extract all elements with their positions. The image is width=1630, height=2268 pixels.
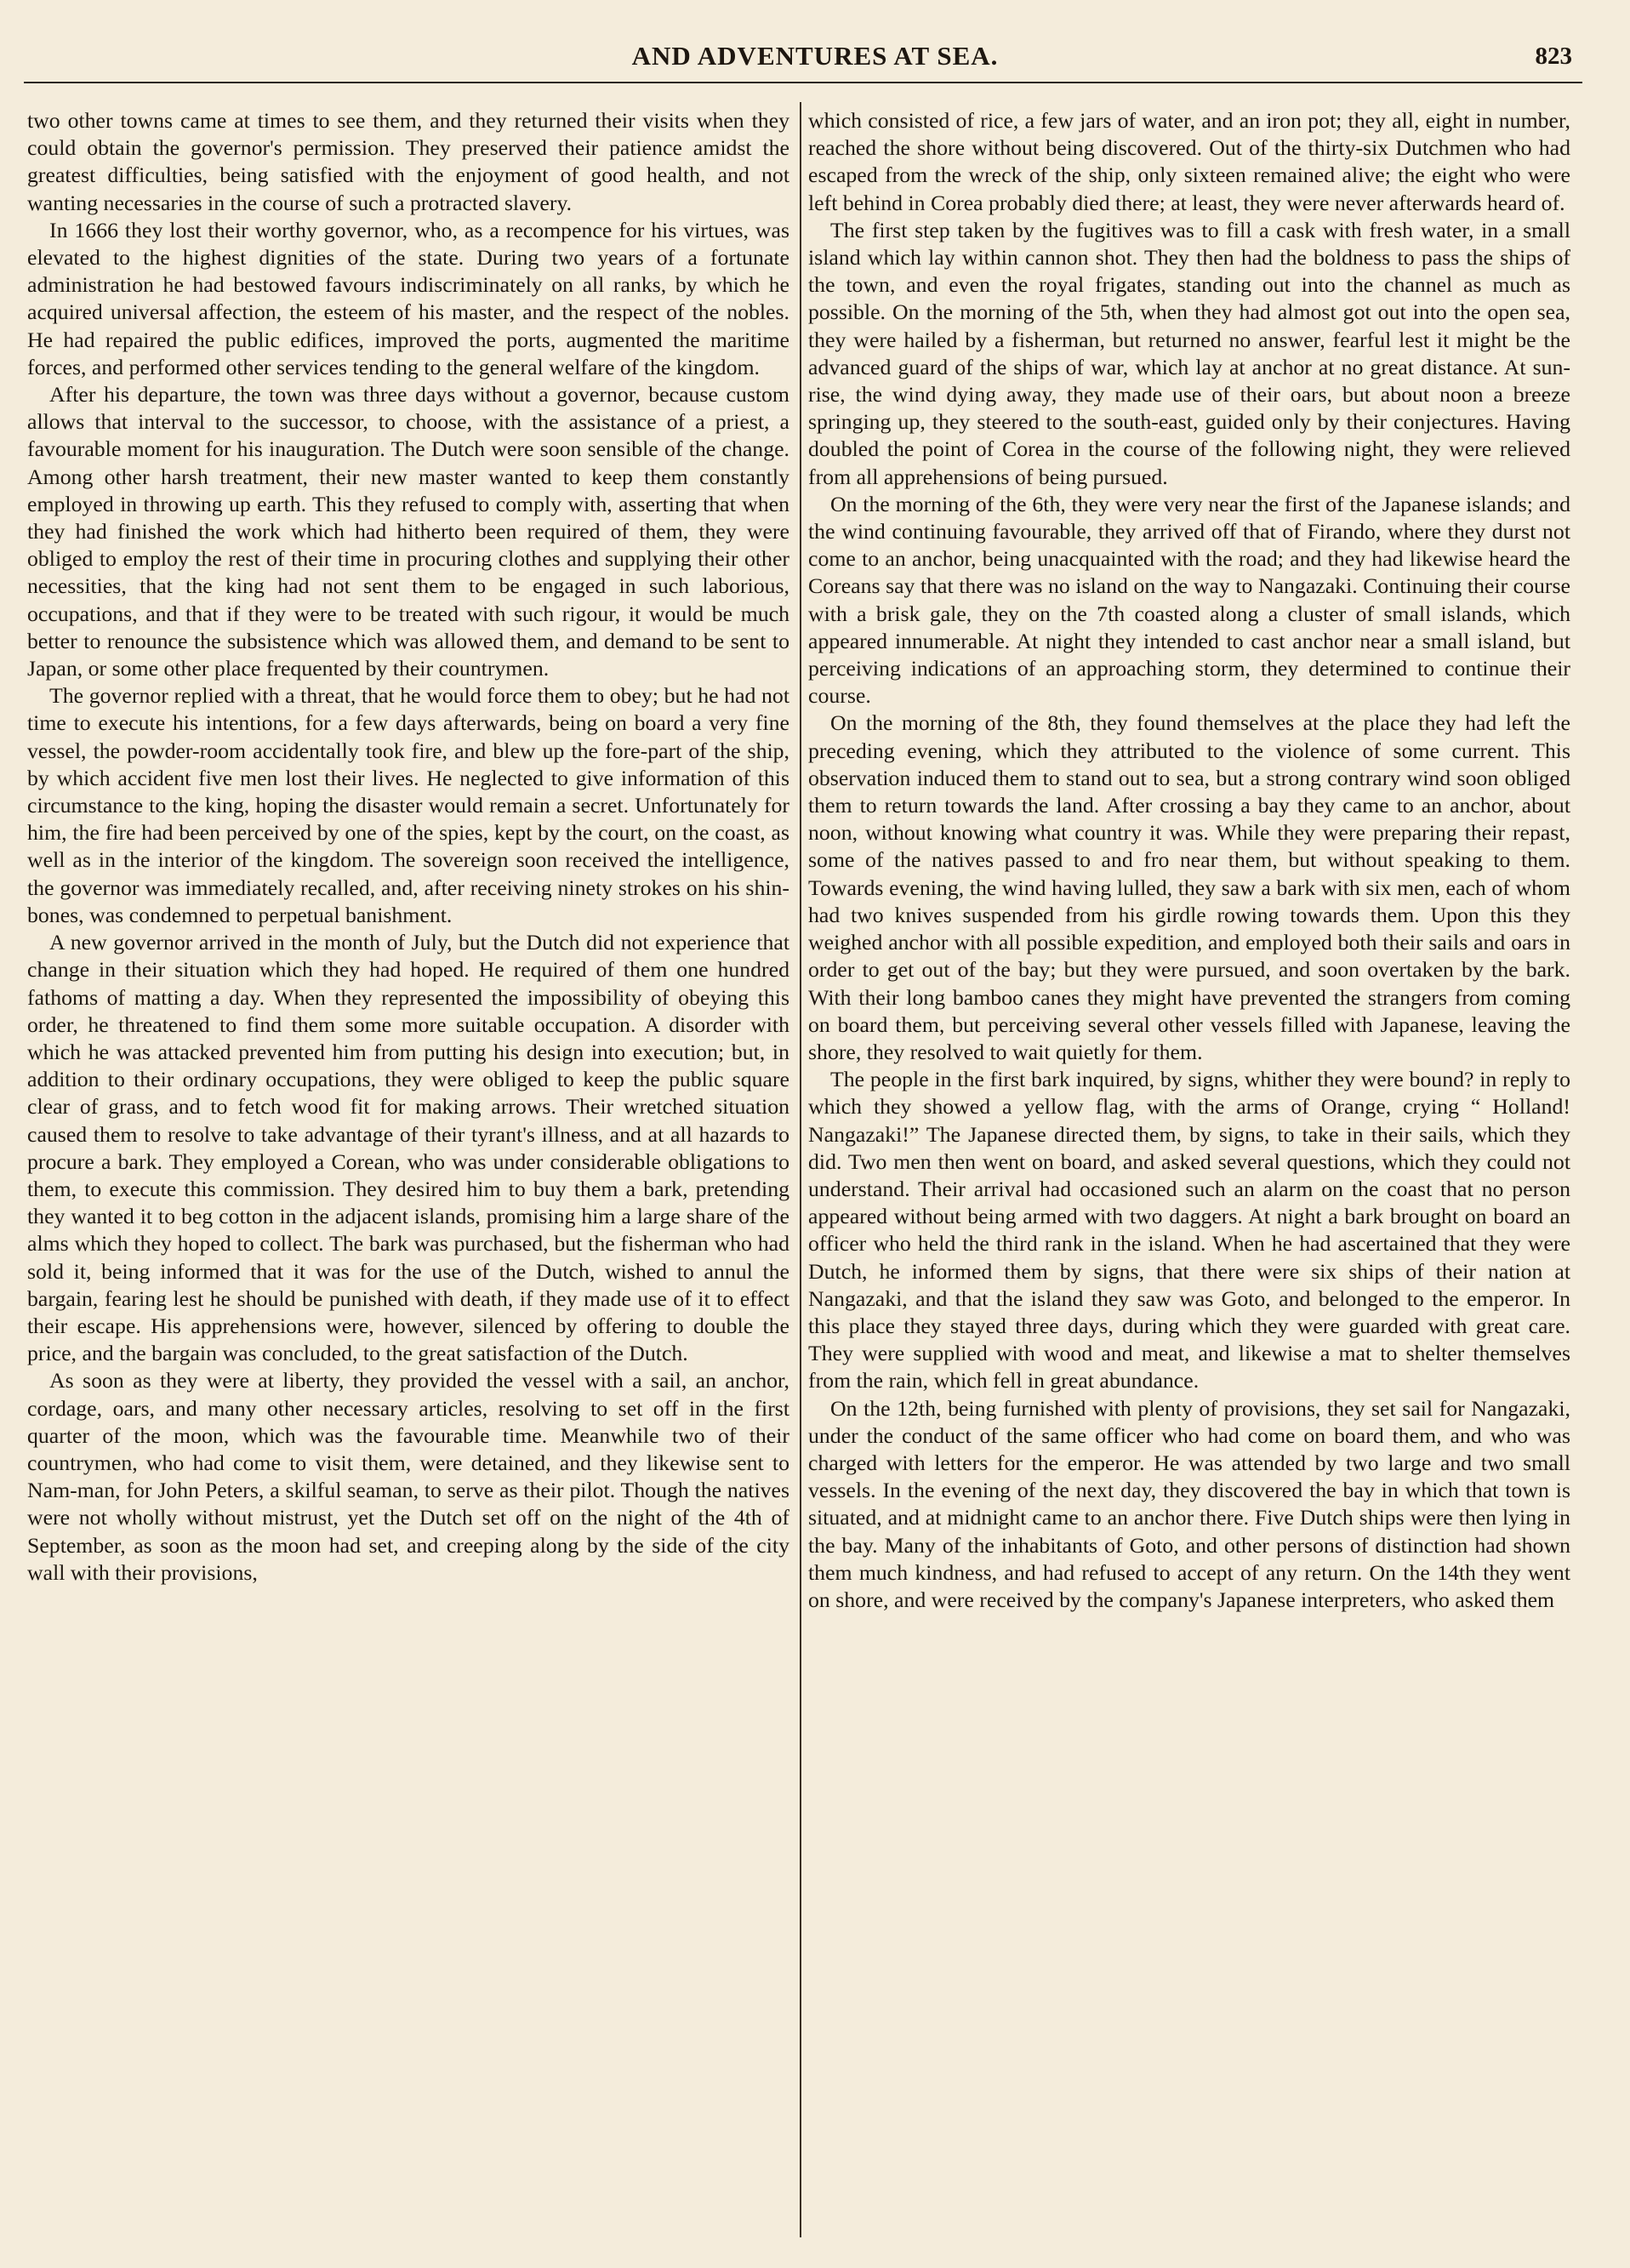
paragraph: On the morning of the 6th, they were very near the first of the Japanese islands; and the wind continuing favourable, they arrived off that of Firando, where they durst not come to an anchor, being unacquainted with the road; and they had likewise heard the Coreans say that there was no island on the way to Nangazaki. Continuing their course with a brisk gale, they on the 7th coasted along a cluster of small islands, which appeared innumerable. At night they intended to cast anchor near a small island, but perceiving indications of an approaching storm, they determined to continue their course.	[808, 491, 1570, 709]
paragraph: two other towns came at times to see them, and they returned their visits when they could obtain the governor's permission. They preserved their patience amidst the greatest difficulties, being satisfied with the enjoyment of good health, and not wanting necessaries in the course of such a protracted slavery.	[27, 108, 789, 215]
paragraph: On the morning of the 8th, they found themselves at the place they had left the preceding evening, which they attributed to the violence of some current. This observation induced them to stand out to sea, but a strong contrary wind soon obliged them to return towards the land. After crossing a bay they came to an anchor, about noon, without knowing what country it was. While they were preparing their repast, some of the natives passed to and fro near them, but without speaking to them. Towards evening, the wind having lulled, they saw a bark with six men, each of whom had two knives suspended from his girdle rowing towards them. Upon this they weighed anchor with all possible expedition, and employed both their sails and oars in order to get out of the bay; but they were pursued, and soon overtaken by the bark. With their long bamboo canes they might have prevented the strangers from coming on board them, but perceiving several other vessels filled with Japanese, leaving the shore, they resolved to wait quietly for them.	[808, 710, 1570, 1064]
running-header	[0, 41, 1630, 83]
paragraph: A new governor arrived in the month of July, but the Dutch did not experience that change in their situation which they had hoped. He required of them one hundred fathoms of matting a day. When they represented the impossibility of obeying this order, he threatened to find them some more suitable occupation. A disorder with which he was attacked prevented him from putting his design into execution; but, in addition to their ordinary occupations, they were obliged to keep the public square clear of grass, and to fetch wood fit for making arrows. Their wretched situation caused them to resolve to take advantage of their tyrant's illness, and at all hazards to procure a bark. They employed a Corean, who was under considerable obligations to them, to execute this commission. They desired him to buy them a bark, pretending they wanted it to beg cotton in the adjacent islands, promising him a large share of the alms which they hoped to collect. The bark was purchased, but the fisherman who had sold it, being informed that it was for the use of the Dutch, wished to annul the bargain, fearing lest he should be punished with death, if they made use of it to effect their escape. His apprehensions were, however, silenced by offering to double the price, and the bargain was concluded, to the great satisfaction of the Dutch.	[27, 930, 789, 1366]
header-rule	[24, 82, 1582, 83]
paragraph: The governor replied with a threat, that he would force them to obey; but he had not time to execute his intentions, for a few days afterwards, being on board a very fine vessel, the powder-room accidentally took fire, and blew up the fore-part of the ship, by which accident five men lost their lives. He neglected to give information of this circumstance to the king, hoping the disaster would remain a secret. Unfortunately for him, the fire had been perceived by one of the spies, kept by the court, on the coast, as well as in the interior of the kingdom. The sovereign soon received the intelligence, the governor was immediately recalled, and, after receiving ninety strokes on his shin-bones, was condemned to perpetual banishment.	[27, 683, 789, 927]
paragraph: The people in the first bark inquired, by signs, whither they were bound? in reply to which they showed a yellow flag, with the arms of Orange, crying “ Holland! Nangazaki!” The Japanese directed them, by signs, to take in their sails, which they did. Two men then went on board, and asked several questions, which they could not understand. Their arrival had occasioned such an alarm on the coast that no person appeared without being armed with two daggers. At night a bark brought on board an officer who held the third rank in the island. When he had ascertained that they were Dutch, he informed them by signs, that there were six ships of their nation at Nangazaki, and that the island they saw was Goto, and belonged to the emperor. In this place they stayed three days, during which they were guarded with great care. They were supplied with wood and meat, and likewise a mat to shelter themselves from the rain, which fell in great abundance.	[808, 1067, 1570, 1393]
paragraph: As soon as they were at liberty, they provided the vessel with a sail, an anchor, cordage, oars, and many other necessary articles, resolving to set off in the first quarter of the moon, which was the favourable time. Meanwhile two of their countrymen, who had come to visit them, were detained, and they likewise sent to Nam-man, for John Peters, a skilful seaman, to serve as their pilot. Though the natives were not wholly without mistrust, yet the Dutch set off on the night of the 4th of September, as soon as the moon had set, and creeping along by the side of the city wall with their provisions,	[27, 1368, 789, 1585]
paragraph: which consisted of rice, a few jars of water, and an iron pot; they all, eight in number, reached the shore without being discovered. Out of the thirty-six Dutchmen who had escaped from the wreck of the ship, only sixteen remained alive; the eight who were left behind in Corea probably died there; at least, they were never afterwards heard of.	[808, 108, 1570, 215]
paragraph: On the 12th, being furnished with plenty of provisions, they set sail for Nangazaki, under the conduct of the same officer who had come on board them, and who was charged with letters for the emperor. He was attended by two large and two small vessels. In the evening of the next day, they discovered the bay in which that town is situated, and at midnight came to an anchor there. Five Dutch ships were then lying in the bay. Many of the inhabitants of Goto, and other persons of distinction had shown them much kindness, and had refused to accept of any return. On the 14th they went on shore, and were received by the company's Japanese interpreters, who asked them	[808, 1395, 1570, 1612]
running-title: AND ADVENTURES AT SEA.	[631, 41, 999, 71]
paragraph: In 1666 they lost their worthy governor, who, as a recompence for his virtues, was elevated to the highest dignities of the state. During two years of a fortunate administration he had bestowed favours indiscriminately on all ranks, by which he acquired universal affection, the esteem of his master, and the respect of the nobles. He had repaired the public edifices, improved the ports, augmented the maritime forces, and performed other services tending to the general welfare of the kingdom.	[27, 217, 789, 379]
paragraph: The first step taken by the fugitives was to fill a cask with fresh water, in a small island which lay within cannon shot. They then had the boldness to pass the ships of the town, and even the royal frigates, standing out into the channel as much as possible. On the morning of the 5th, when they had almost got out into the open sea, they were hailed by a fisherman, but returned no answer, fearful lest it might be the advanced guard of the ships of war, which lay at anchor at no great distance. At sun-rise, the wind dying away, they made use of their oars, but about noon a breeze springing up, they steered to the south-east, guided only by their conjectures. Having doubled the point of Corea in the course of the following night, they were relieved from all apprehensions of being pursued.	[808, 217, 1570, 489]
left-column	[27, 107, 789, 2251]
right-column	[808, 107, 1570, 2251]
page-number: 823	[1535, 43, 1572, 70]
column-divider	[800, 102, 801, 2237]
paragraph: After his departure, the town was three days without a governor, because custom allows that interval to the successor, to choose, with the assistance of a priest, a favourable moment for his inauguration. The Dutch were soon sensible of the change. Among other harsh treatment, their new master wanted to keep them constantly employed in throwing up earth. This they refused to comply with, asserting that when they had finished the work which had hitherto been required of them, they were obliged to employ the rest of their time in procuring clothes and supplying their other necessities, that the king had not sent them to be engaged in such laborious, occupations, and that if they were to be treated with such rigour, it would be much better to renounce the subsistence which was allowed them, and demand to be sent to Japan, or some other place frequented by their countrymen.	[27, 382, 789, 681]
